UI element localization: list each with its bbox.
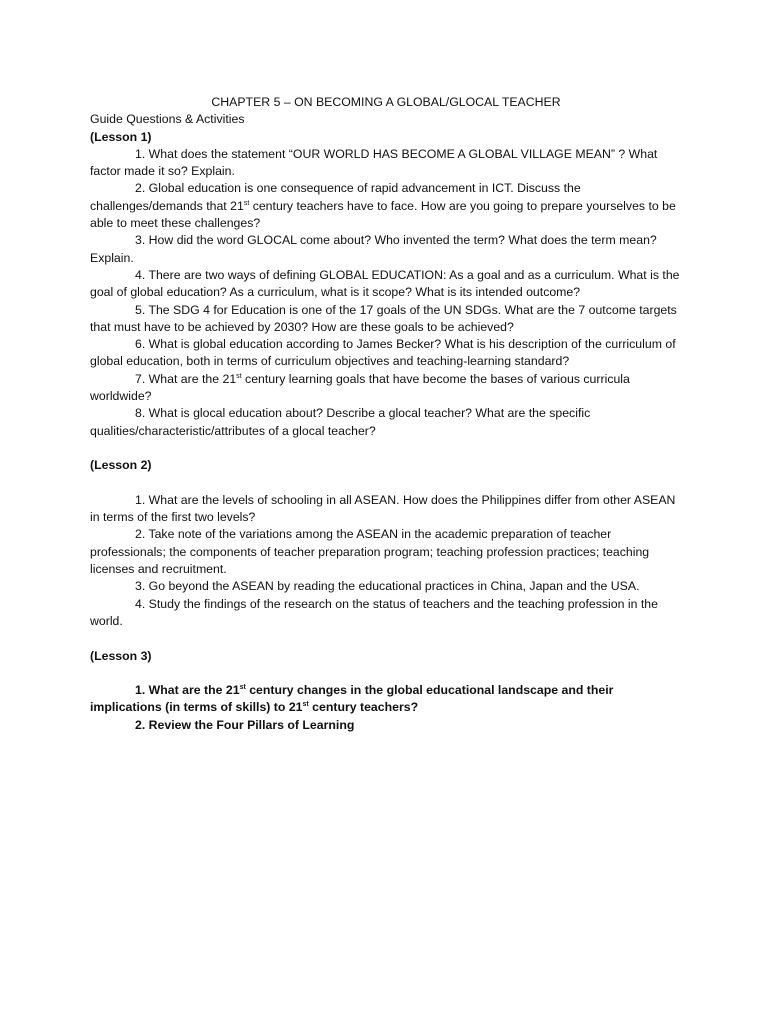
spacer xyxy=(90,440,682,457)
lesson-2-heading: (Lesson 2) xyxy=(90,458,152,473)
spacer xyxy=(90,630,682,647)
lesson-1-question-5: 5. The SDG 4 for Education is one of the 17 goals of the UN SDGs. What are the 7 outcome targets that must have to be achieved by 2030? How are these goals to be achieved? xyxy=(90,302,677,334)
lesson-3-question-1: 1. What are the 21st century changes in the global educational landscape and their implications (in terms of skills) to 21st century teachers? xyxy=(90,683,614,715)
lesson-2-question-3: 3. Go beyond the ASEAN by reading the educational practices in China, Japan and the USA. xyxy=(135,579,640,594)
lesson-3-heading: (Lesson 3) xyxy=(90,648,152,663)
lesson-1-question-1: 1. What does the statement “OUR WORLD HAS BECOME A GLOBAL VILLAGE MEAN” ? What factor made it so? Explain. xyxy=(90,146,658,179)
spacer xyxy=(90,475,682,492)
lesson-1-section xyxy=(90,129,682,440)
lesson-2-question-4: 4. Study the findings of the research on the status of teachers and the teaching profession in the world. xyxy=(90,596,658,628)
lesson-1-question-7: 7. What are the 21st century learning goals that have become the bases of various curricula worldwide? xyxy=(90,371,630,404)
spacer xyxy=(90,665,682,682)
lesson-1-question-8: 8. What is glocal education about? Describe a glocal teacher? What are the specific qualities/characteristic/attributes of a glocal teacher? xyxy=(90,406,591,438)
lesson-1-question-3: 3. How did the word GLOCAL come about? Who invented the term? What does the term mean? Explain. xyxy=(90,233,657,265)
lesson-3-question-2: 2. Review the Four Pillars of Learning xyxy=(135,717,355,732)
document-page xyxy=(90,94,682,734)
lesson-2-question-1: 1. What are the levels of schooling in all ASEAN. How does the Philippines differ from other ASEAN in terms of the first two levels? xyxy=(90,492,676,525)
document-subtitle: Guide Questions & Activities xyxy=(90,112,245,127)
lesson-1-question-2: 2. Global education is one consequence of rapid advancement in ICT. Discuss the challenges/demands that 21st century teachers have to face. How are you going to prepare yourselves to be able to meet these challenges? xyxy=(90,181,676,231)
lesson-2-section xyxy=(90,457,682,630)
lesson-3-section xyxy=(90,648,682,734)
lesson-1-question-4: 4. There are two ways of defining GLOBAL EDUCATION: As a goal and as a curriculum. What is the goal of global education? As a curriculum, what is it scope? What is its intended outcome? xyxy=(90,267,680,300)
document-title: CHAPTER 5 – ON BECOMING A GLOBAL/GLOCAL TEACHER xyxy=(211,95,561,109)
lesson-1-question-6: 6. What is global education according to James Becker? What is his description of the curriculum of global education, both in terms of curriculum objectives and teaching-learning standard? xyxy=(90,337,676,369)
lesson-1-heading: (Lesson 1) xyxy=(90,129,152,144)
lesson-2-question-2: 2. Take note of the variations among the ASEAN in the academic preparation of teacher professionals; the components of teacher preparation program; teaching profession practices; teaching licenses and recruitment. xyxy=(90,527,650,577)
